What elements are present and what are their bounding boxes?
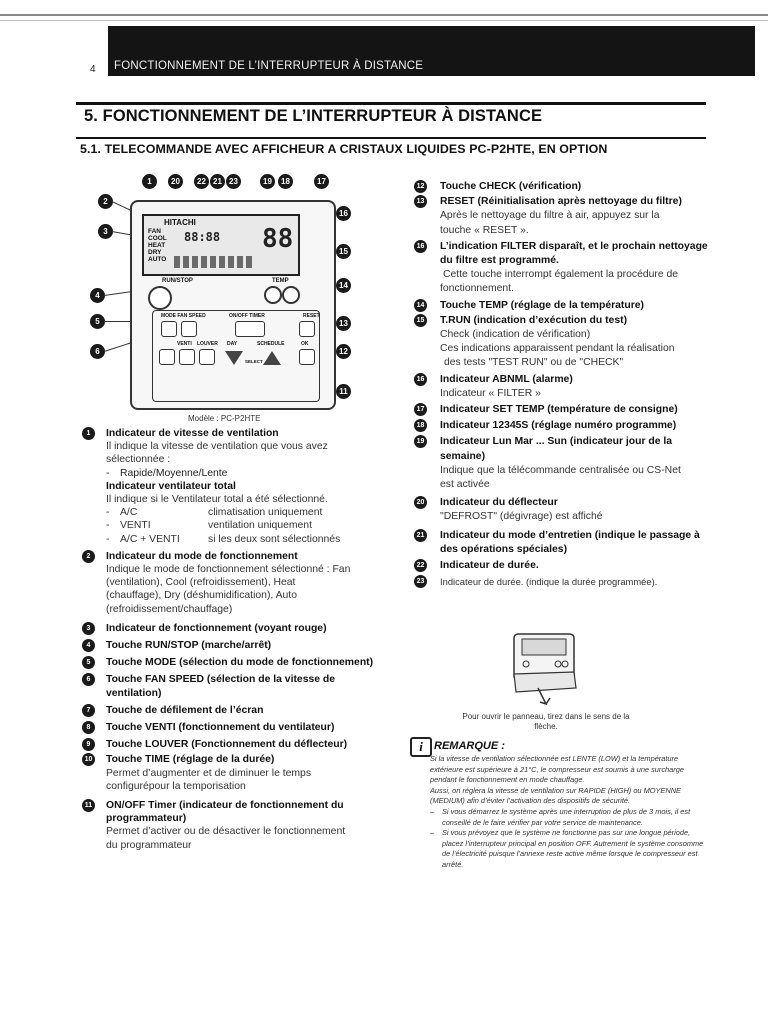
button-panel	[152, 310, 320, 402]
remark-title: REMARQUE :	[434, 740, 505, 752]
item-number: 3	[82, 622, 95, 635]
item-number: 19	[414, 435, 427, 448]
info-icon: i	[410, 737, 432, 757]
item-title: Touche CHECK (vérification)	[440, 181, 582, 192]
item-number: 21	[414, 529, 427, 542]
list-item	[412, 496, 712, 524]
list-item	[82, 639, 382, 652]
callout-4: 4	[90, 288, 105, 303]
venti-button[interactable]	[179, 349, 195, 365]
temp-up-button[interactable]	[282, 286, 300, 304]
lcd-mode-heat: HEAT	[148, 242, 166, 249]
mode-button[interactable]	[161, 321, 177, 337]
row-value: si les deux sont sélectionnés	[208, 533, 341, 545]
lcd-digits: 88:88	[184, 230, 221, 244]
item-text: fonctionnement.	[440, 283, 514, 295]
item-text: Indicateur de durée. (indique la durée programmée).	[440, 576, 658, 588]
list-item	[82, 673, 382, 699]
top-rule	[0, 14, 768, 16]
list-item	[412, 435, 712, 492]
item-title: Indicateur du mode d’entretien (indique le passage à des opérations spéciales)	[440, 529, 700, 555]
lcd-mode-dry: DRY	[148, 249, 162, 256]
item-title: RESET (Réinitialisation après nettoyage du filtre)	[440, 196, 682, 208]
table-row	[106, 506, 382, 519]
onoff-timer-label: ON/OFF TIMER	[229, 313, 265, 319]
list-item	[412, 575, 712, 589]
list-item	[412, 529, 712, 557]
list-item	[412, 180, 712, 194]
item-title: Touche FAN SPEED (sélection de la vitesse de ventilation)	[106, 674, 336, 699]
section-title: 5. FONCTIONNEMENT DE L’INTERRUPTEUR À DISTANCE	[84, 107, 543, 125]
item-title: T.RUN (indication d’exécution du test)	[440, 314, 628, 326]
item-title: Indicateur ABNML (alarme)	[440, 373, 573, 385]
item-text: Ces indications apparaissent pendant la réalisation	[440, 343, 675, 355]
time-up-button[interactable]	[263, 351, 281, 365]
item-text: (ventilation), Cool (refroidissement), Heat	[106, 577, 296, 589]
row-value: climatisation uniquement	[208, 507, 323, 519]
item-number: 16	[414, 240, 427, 253]
dash: -	[106, 507, 110, 519]
item-number: 20	[414, 496, 427, 509]
item-text: configurépour la temporisation	[106, 780, 246, 792]
lcd-mode-auto: AUTO	[148, 256, 167, 263]
list-subitems	[82, 506, 382, 546]
mode-fan-label: MODE FAN SPEED	[161, 313, 206, 319]
time-down-button[interactable]	[225, 351, 243, 365]
lcd-display	[142, 214, 300, 276]
item-number: 6	[82, 673, 95, 686]
callout-22: 22	[194, 174, 209, 189]
running-header-text: FONCTIONNEMENT DE L’INTERRUPTEUR À DISTANCE	[114, 60, 424, 72]
item-title: L’indication FILTER disparaît, et le prochain nettoyage du filtre est programmé.	[440, 240, 708, 267]
item-title: Indicateur de durée.	[440, 560, 539, 572]
remark-paragraph: Si la vitesse de ventilation sélectionnée est LENTE (LOW) et la température extérieure est supérieure à 21°C, le compresseur est soumis à une surcharge pendant le fonctionnement en mode chauffage.	[430, 754, 684, 785]
page-number: 4	[90, 64, 96, 75]
item-text: (refroidissement/chauffage)	[106, 603, 233, 615]
item-number: 4	[82, 639, 95, 652]
item-number: 16	[414, 373, 427, 386]
run-stop-button[interactable]	[148, 286, 172, 310]
item-number: 1	[82, 427, 95, 440]
brand-logo: HITACHI	[164, 218, 196, 227]
row-key: VENTI	[120, 520, 151, 532]
item-text: Il indique si le Ventilateur total a été sélectionné.	[106, 494, 328, 506]
callout-15: 15	[336, 244, 351, 259]
callout-17: 17	[314, 174, 329, 189]
list-item	[82, 427, 382, 467]
callout-12: 12	[336, 344, 351, 359]
remote-body	[130, 200, 336, 410]
callout-5: 5	[90, 314, 105, 329]
callout-23: 23	[226, 174, 241, 189]
item-title: Touche de défilement de l’écran	[106, 704, 264, 716]
list-item	[82, 704, 382, 717]
lcd-mode-cool: COOL	[148, 235, 167, 242]
callout-14: 14	[336, 278, 351, 293]
item-text: touche « RESET ».	[440, 224, 529, 236]
row-key: A/C	[120, 507, 138, 519]
item-title: Touche TIME (réglage de la durée)	[106, 754, 275, 766]
item-title: Touche VENTI (fonctionnement du ventilateur)	[106, 722, 335, 734]
item-number: 8	[82, 721, 95, 734]
callout-2: 2	[98, 194, 113, 209]
callout-21: 21	[210, 174, 225, 189]
list-item	[412, 195, 712, 238]
left-column	[82, 427, 382, 852]
item-text: Indicateur « FILTER »	[440, 387, 541, 399]
right-column	[412, 180, 712, 590]
temp-down-button[interactable]	[264, 286, 282, 304]
item-text: Cette touche interrompt également la procédure de	[443, 269, 679, 281]
item-title: Touche MODE (sélection du mode de fonctionnement)	[106, 657, 374, 669]
list-item	[412, 314, 712, 371]
table-row	[106, 533, 382, 546]
item-title: Indicateur de fonctionnement (voyant rouge)	[106, 622, 327, 634]
item-number: 5	[82, 656, 95, 669]
model-label: Modèle : PC-P2HTE	[188, 414, 261, 423]
list-item	[412, 419, 712, 433]
venti-label: VENTI	[177, 341, 192, 347]
item-text: "DEFROST" (dégivrage) est affiché	[440, 511, 603, 523]
list-item	[82, 550, 382, 616]
item-text: du programmateur	[106, 839, 192, 851]
item-number: 11	[82, 799, 95, 812]
item-number: 2	[82, 550, 95, 563]
callout-13: 13	[336, 316, 351, 331]
onoff-timer-button[interactable]	[235, 321, 265, 337]
lcd-mode-list	[148, 228, 168, 263]
item-number: 22	[414, 559, 427, 572]
item-title: Indicateur du mode de fonctionnement	[106, 550, 298, 562]
callout-11: 11	[336, 384, 351, 399]
list-item	[82, 622, 382, 635]
item-text: Check (indication de vérification)	[440, 329, 591, 341]
item-number: 18	[414, 419, 427, 432]
remark-bullet: – Si vous démarrez le système après une interruption de plus de 3 mois, il est conseillé de le faire vérifier par votre service de maintenance.	[430, 807, 712, 828]
list-item	[82, 480, 382, 506]
reset-button[interactable]	[299, 321, 315, 337]
callout-6: 6	[90, 344, 105, 359]
lcd-indicator-strip	[174, 256, 254, 268]
remark-bullet: – Si vous prévoyez que le système ne fonctionne pas sur une longue période, placez l’interrupteur principal en position OFF. Autrement le système consomme de l’électricité puisque l’annexe reste active même lorsque le compresseur est arrêté.	[430, 828, 712, 870]
list-item	[412, 559, 712, 573]
item-number: 10	[82, 753, 95, 766]
callout-16: 16	[336, 206, 351, 221]
temp-label: TEMP	[272, 278, 289, 284]
item-text: Indique le mode de fonctionnement sélectionné : Fan	[106, 564, 351, 576]
list-item	[412, 240, 712, 297]
item-text: Permet d’augmenter et de diminuer le temps	[106, 767, 312, 779]
list-item	[82, 721, 382, 734]
callout-18: 18	[278, 174, 293, 189]
illustration-caption: Pour ouvrir le panneau, tirez dans le sens de la flèche.	[462, 712, 630, 731]
item-text: Rapide/Moyenne/Lente	[120, 467, 228, 479]
open-panel-illustration	[510, 632, 580, 707]
dash: -	[106, 520, 110, 532]
dash: -	[106, 533, 110, 545]
item-title: Indicateur de vitesse de ventilation	[106, 428, 279, 439]
louver-label: LOUVER	[197, 341, 218, 347]
run-stop-label: RUN/STOP	[162, 278, 193, 284]
item-text: des tests "TEST RUN" ou de "CHECK"	[444, 357, 624, 369]
item-text: Permet d’activer ou de désactiver le fonctionnement	[106, 826, 346, 838]
item-text: (chauffage), Dry (déshumidification), Auto	[106, 590, 297, 602]
list-item	[82, 799, 382, 852]
callout-20: 20	[168, 174, 183, 189]
list-item	[82, 753, 382, 793]
fan-speed-button[interactable]	[181, 321, 197, 337]
title-rule-bottom	[76, 137, 706, 139]
item-text: sélectionnée :	[106, 454, 171, 466]
item-number: 23	[414, 575, 427, 588]
remote-diagram	[86, 170, 366, 412]
reset-label: RESET	[303, 313, 320, 319]
check-button[interactable]	[299, 349, 315, 365]
title-rule-top	[76, 102, 706, 105]
item-title: Touche LOUVER (Fonctionnement du déflecteur)	[106, 739, 348, 751]
item-number: 15	[414, 314, 427, 327]
row-value: ventilation uniquement	[208, 520, 312, 532]
top-rule-thin	[0, 20, 768, 21]
item-text: Indique que la télécommande centralisée ou CS-Net	[440, 464, 681, 476]
item-number: 7	[82, 704, 95, 717]
callout-3: 3	[98, 224, 113, 239]
callout-19: 19	[260, 174, 275, 189]
louver-button[interactable]	[199, 349, 215, 365]
list-item	[412, 403, 712, 417]
item-text: Après le nettoyage du filtre à air, appuyez sur la	[440, 210, 660, 222]
row-key: A/C + VENTI	[120, 533, 180, 545]
item-title: Indicateur 12345S (réglage numéro programme)	[440, 420, 677, 432]
day-label: DAY	[227, 341, 238, 347]
callout-1: 1	[142, 174, 157, 189]
item-number: 12	[414, 180, 427, 193]
ok-label: OK	[301, 341, 309, 347]
list-subitem	[82, 467, 382, 480]
item-title: ON/OFF Timer (indicateur de fonctionnement du programmateur)	[106, 800, 344, 825]
item-number: 9	[82, 738, 95, 751]
dash: -	[106, 467, 110, 479]
item-title: Indicateur SET TEMP (température de consigne)	[440, 404, 678, 416]
item-title: Indicateur Lun Mar ... Sun (indicateur jour de la semaine)	[440, 436, 673, 462]
list-item	[412, 299, 712, 313]
item-number: 14	[414, 299, 427, 312]
item-title: Touche TEMP (réglage de la température)	[440, 299, 645, 311]
table-row	[106, 519, 382, 532]
remark-paragraph: Aussi, on réglera la vitesse de ventilation sur RAPIDE (HIGH) ou MOYENNE (MEDIUM) afin d’éviter l’activation des dispositifs de sécurité.	[430, 785, 681, 806]
lcd-mode-fan: FAN	[148, 228, 161, 235]
list-item	[82, 738, 382, 751]
item-text: Il indique la vitesse de ventilation que vous avez	[106, 441, 328, 453]
running-header-bar	[108, 26, 755, 76]
item-title: Indicateur ventilateur total	[106, 480, 236, 492]
list-item	[82, 656, 382, 669]
schedule-label: SCHEDULE	[257, 341, 285, 347]
item-number: 17	[414, 403, 427, 416]
remark-body	[430, 754, 712, 871]
section-subtitle: 5.1. TELECOMMANDE AVEC AFFICHEUR A CRISTAUX LIQUIDES PC-P2HTE, EN OPTION	[80, 142, 608, 156]
lcd-temp-digits: 88	[262, 224, 294, 254]
select-label: SELECT	[245, 359, 263, 364]
item-text: est activée	[440, 479, 490, 491]
list-item	[412, 373, 712, 401]
item-number: 13	[414, 195, 427, 208]
item-title: Indicateur du déflecteur	[440, 497, 558, 509]
item-title: Touche RUN/STOP (marche/arrêt)	[106, 640, 272, 652]
scroll-button[interactable]	[159, 349, 175, 365]
